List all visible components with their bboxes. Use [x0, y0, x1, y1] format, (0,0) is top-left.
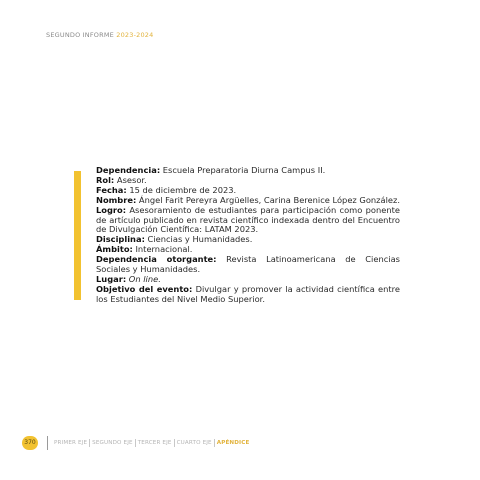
accent-bar: [74, 171, 81, 300]
field-value: 15 de diciembre de 2023.: [126, 184, 237, 195]
nav-separator: [214, 439, 215, 447]
field-label: Logro:: [96, 204, 127, 215]
field-label: Dependencia otorgante:: [96, 254, 217, 265]
section-nav: [54, 439, 250, 447]
page-footer: [22, 436, 462, 450]
nav-item-tercer-eje[interactable]: TERCER EJE: [137, 440, 172, 446]
header-title: SEGUNDO INFORME: [46, 31, 114, 39]
nav-item-primer-eje[interactable]: PRIMER EJE: [54, 440, 88, 446]
field-label: Ámbito:: [96, 244, 133, 255]
running-header: [46, 31, 153, 39]
nav-separator: [135, 439, 136, 447]
field-label: Rol:: [96, 174, 115, 185]
field-label: Lugar:: [96, 273, 127, 284]
nav-separator: [89, 439, 90, 447]
field-label: Dependencia:: [96, 165, 161, 175]
field-value: On line.: [126, 273, 161, 284]
nav-item-cuarto-eje[interactable]: CUARTO EJE: [176, 440, 212, 446]
field-label: Objetivo del evento:: [96, 283, 193, 294]
entry-block: [96, 166, 400, 305]
field-dependencia-otorgante: [96, 255, 400, 275]
footer-divider: [47, 436, 48, 450]
field-value: Asesoramiento de estudiantes para participación como ponente de artículo publicado en revista científico indexada dentro del Encuentro de Divulgación Científica: LATAM 2023.: [96, 204, 400, 235]
nav-separator: [174, 439, 175, 447]
field-value: Escuela Preparatoria Diurna Campus II.: [160, 165, 326, 175]
field-value: Ángel Farit Pereyra Argüelles, Carina Berenice López González.: [136, 194, 401, 205]
field-label: Fecha:: [96, 184, 127, 195]
nav-item-apendice[interactable]: APÉNDICE: [216, 440, 250, 446]
field-value: Revista Latinoamericana de Ciencias Sociales y Humanidades.: [96, 254, 400, 275]
header-year: 2023-2024: [116, 31, 154, 39]
field-value: Asesor.: [114, 174, 147, 185]
field-label: Nombre:: [96, 194, 137, 205]
field-label: Disciplina:: [96, 234, 145, 245]
field-value: Divulgar y promover la actividad científica entre los Estudiantes del Nivel Medio Superior.: [96, 283, 401, 304]
nav-item-segundo-eje[interactable]: SEGUNDO EJE: [92, 440, 133, 446]
field-logro: [96, 206, 400, 236]
field-objetivo: [96, 285, 400, 305]
field-value: Ciencias y Humanidades.: [144, 234, 253, 245]
page-number: 370: [22, 436, 38, 450]
field-value: Internacional.: [132, 244, 193, 255]
